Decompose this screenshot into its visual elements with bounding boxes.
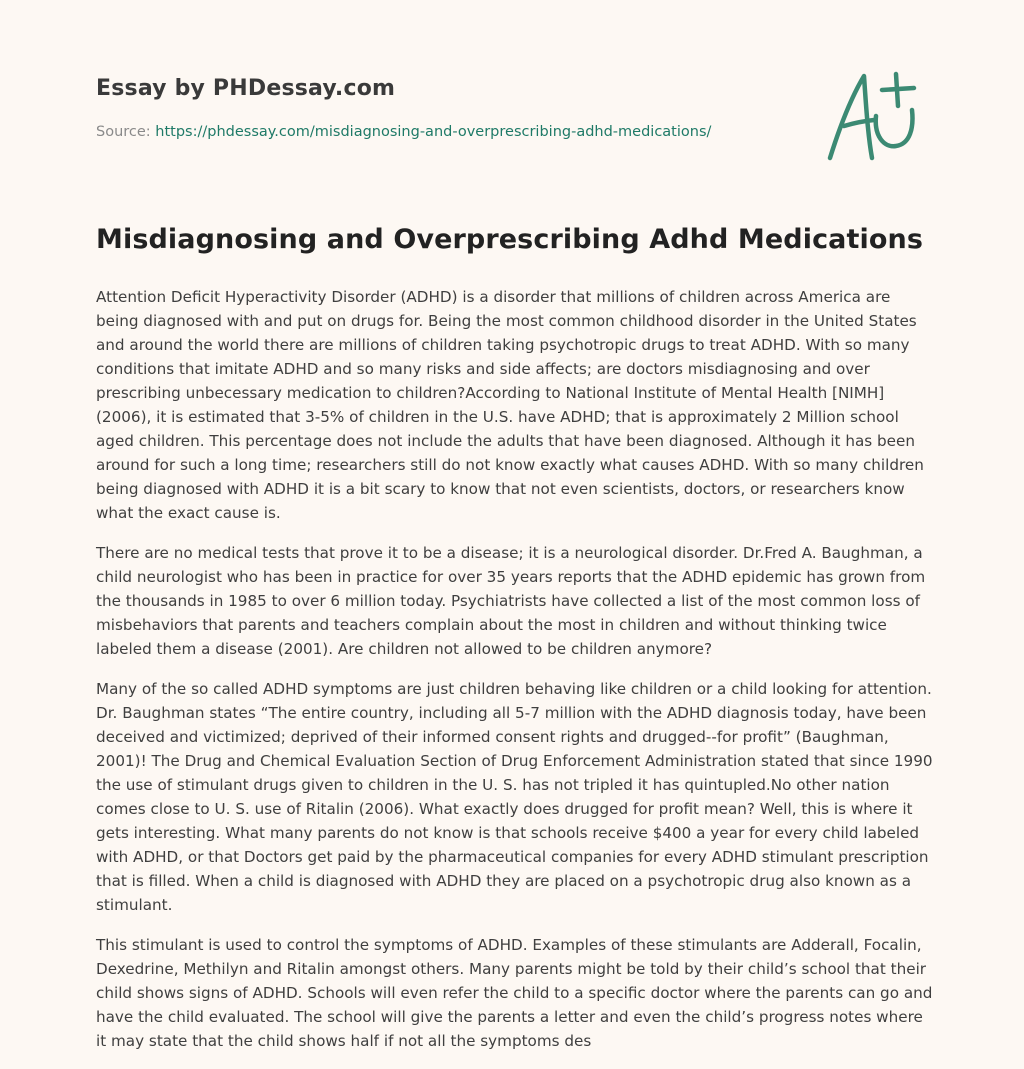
essay-body [96, 285, 936, 1069]
essay-paragraph: Many of the so called ADHD symptoms are just children behaving like children or a child looking for attention. Dr. Baughman states “The entire country, including all 5-7 million with the ADHD diagnosis today, have been deceived and victimized; deprived of their informed consent rights and drugged--for profit” (Baughman, 2001)! The Drug and Chemical Evaluation Section of Drug Enforcement Administration stated that since 1990 the use of stimulant drugs given to children in the U. S. has not tripled it has quintupled.No other nation comes close to U. S. use of Ritalin (2006). What exactly does drugged for profit mean? Well, this is where it gets interesting. What many parents do not know is that schools receive $400 a year for every child labeled with ADHD, or that Doctors get paid by the pharmaceutical companies for every ADHD stimulant prescription that is filled. When a child is diagnosed with ADHD they are placed on a psychotropic drug also known as a stimulant. [96, 680, 933, 914]
essay-title: Misdiagnosing and Overprescribing Adhd Medications [96, 224, 924, 255]
essay-paragraph: This stimulant is used to control the symptoms of ADHD. Examples of these stimulants are Adderall, Focalin, Dexedrine, Methilyn and Ritalin amongst others. Many parents might be told by their child’s school that their child shows signs of ADHD. Schools will even refer the child to a specific doctor where the parents can go and have the child evaluated. The school will give the parents a letter and even the child’s progress notes where it may state that the child shows half if not all the symptoms des [96, 936, 933, 1050]
a-plus-grade-icon [818, 66, 930, 168]
essay-paragraph: There are no medical tests that prove it to be a disease; it is a neurological disorder. Dr.Fred A. Baughman, a child neurologist who has been in practice for over 35 years reports that the ADHD epidemic has grown from the thousands in 1985 to over 6 million today. Psychiatrists have collected a list of the most common loss of misbehaviors that parents and teachers complain about the most in children and without thinking twice labeled them a disease (2001). Are children not allowed to be children anymore? [96, 544, 926, 658]
source-link[interactable]: https://phdessay.com/misdiagnosing-and-overprescribing-adhd-medications/ [155, 124, 712, 140]
site-brand: Essay by PHDessay.com [96, 76, 396, 101]
essay-paragraph: Attention Deficit Hyperactivity Disorder (ADHD) is a disorder that millions of children across America are being diagnosed with and put on drugs for. Being the most common childhood disorder in the United States and around the world there are millions of children taking psychotropic drugs to treat ADHD. With so many conditions that imitate ADHD and so many risks and side affects; are doctors misdiagnosing and over prescribing unbecessary medication to children?According to National Institute of Mental Health [NIMH] (2006), it is estimated that 3-5% of children in the U.S. have ADHD; that is approximately 2 Million school aged children. This percentage does not include the adults that have been diagnosed. Although it has been around for such a long time; researchers still do not know exactly what causes ADHD. With so many children being diagnosed with ADHD it is a bit scary to know that not even scientists, doctors, or researchers know what the exact cause is. [96, 288, 924, 522]
source-line [96, 124, 711, 140]
source-label: Source: [96, 124, 156, 140]
